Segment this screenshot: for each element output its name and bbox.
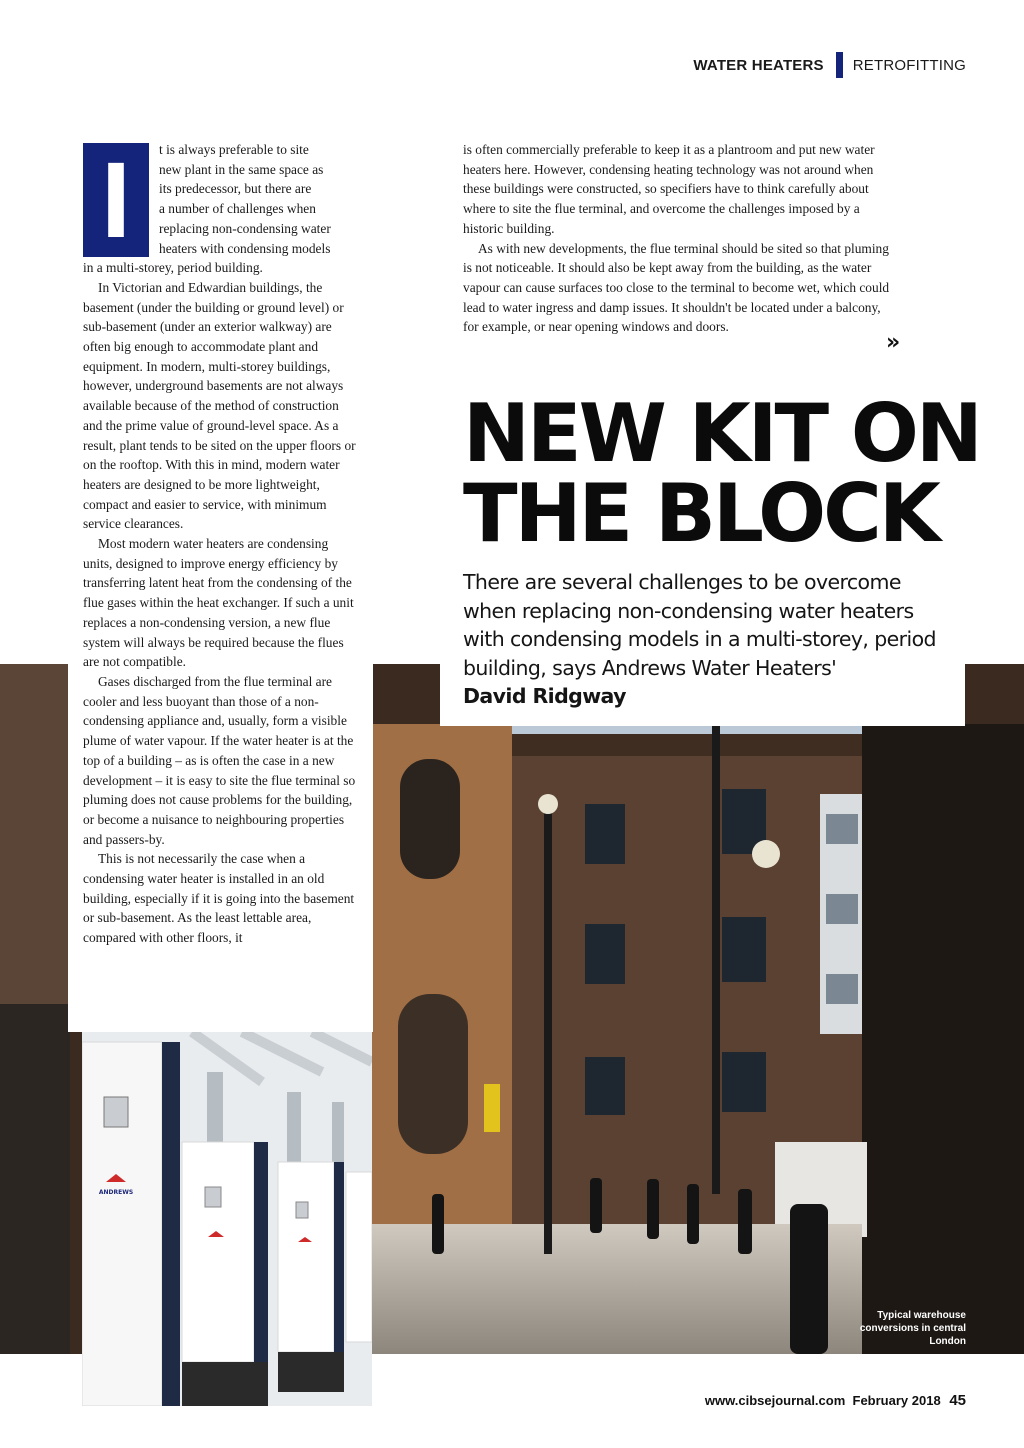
continue-arrow-icon: »	[886, 330, 901, 355]
standfirst-text: There are several challenges to be overcome when replacing non-condensing water heaters with condensing models in a multi-storey, period building, says Andrews Water Heaters'	[463, 570, 936, 680]
author-name: David Ridgway	[463, 684, 626, 708]
paragraph-2: In Victorian and Edwardian buildings, the basement (under the building or ground level) or sub-basement (under an exterior walkway) are often big enough to accommodate plant and equipment. In modern, multi-storey buildings, however, underground basements are not always available because of the method of construction and the prime value of ground-level space. As a result, plant tends to be sited on the upper floors or on the rooftop. With this in mind, modern water heaters are designed to be more lightweight, compact and easier to service, with minimum service clearances.	[83, 279, 356, 532]
running-header	[693, 52, 966, 78]
drop-cap: I	[83, 143, 149, 257]
section-label: WATER HEATERS	[693, 56, 824, 74]
heater-brand-label: ANDREWS	[98, 1189, 134, 1196]
page-footer	[705, 1392, 966, 1409]
header-divider	[836, 52, 843, 78]
paragraph-1: t is always preferable to site new plant in the same space as its predecessor, but there are a number of challenges when replacing non-condensing water heaters with condensing models in a multi-storey, period building.	[83, 142, 331, 276]
footer-date: February 2018	[852, 1393, 941, 1408]
paragraph-5: This is not necessarily the case when a condensing water heater is installed in an old building, especially if it is going into the basement or sub-basement. As the least lettable area, compared with other floors, it	[83, 851, 355, 946]
subsection-label: RETROFITTING	[852, 56, 966, 74]
headline	[463, 387, 983, 560]
water-heater-photo	[82, 1032, 372, 1406]
page-number: 45	[949, 1392, 966, 1409]
standfirst	[463, 568, 953, 711]
paragraph-7: As with new developments, the flue terminal should be sited so that pluming is not noticeable. It should also be kept away from the building, as the water vapour can cause surfaces too close to the terminal to become wet, which could lead to water ingress and damp issues. It shouldn't be located under a balcony, for example, or near opening windows and doors.	[463, 240, 890, 335]
headline-line-1: NEW KIT ON	[463, 387, 980, 480]
footer-url: www.cibsejournal.com	[704, 1393, 846, 1408]
article-column-2	[463, 140, 893, 337]
paragraph-6: is often commercially preferable to keep it as a plantroom and put new water heaters here. However, condensing heating technology was not around when these buildings were constructed, so specifiers have to think carefully about where to site the flue terminal, and overcome the challenges imposed by a historic building.	[463, 142, 875, 236]
paragraph-4: Gases discharged from the flue terminal are cooler and less buoyant than those of a non-condensing appliance and, usually, form a visible plume of water vapour. If the water heater is at the top of a building – as is often the case in a new development – it is easy to site the flue terminal so pluming does not cause problems for the building, or become a nuisance to neighbouring properties and passers-by.	[83, 673, 356, 847]
paragraph-3: Most modern water heaters are condensing units, designed to improve energy efficiency by transferring latent heat from the condensing of the flue gases within the heat exchanger. If such a unit replaces a non-condensing version, a new flue system will always be required because the flues are not compatible.	[83, 536, 354, 670]
water-heaters-graphic	[82, 1032, 372, 1406]
photo-caption: Typical warehouse conversions in central London	[859, 1310, 966, 1347]
headline-line-2: THE BLOCK	[463, 467, 938, 560]
article-column-1	[83, 140, 357, 948]
